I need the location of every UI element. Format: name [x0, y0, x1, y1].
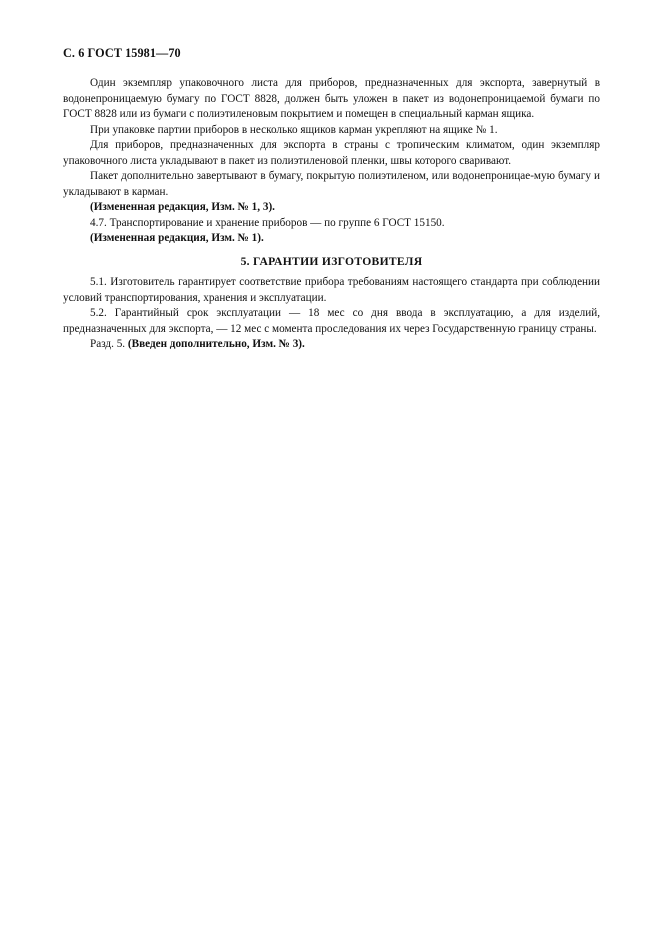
paragraph-4-7-transport: 4.7. Транспортирование и хранение приборов — по группе 6 ГОСТ 15150. [90, 216, 445, 229]
paragraph-packing-list: Один экземпляр упаковочного листа для приборов, предназначенных для экспорта, завернутый в водонепроницаемую бумагу по ГОСТ 8828, должен быть уложен в пакет из водонепроницаемой бумаги по ГОСТ 8828 или из бумаги с полиэтиленовым покрытием и помещен в специальный карман ящика. [63, 77, 600, 120]
paragraph-tropical-export: Для приборов, предназначенных для экспорта в страны с тропическим климатом, один экземпляр упаковочного листа укладывают в пакет из полиэтиленовой пленки, швы которого сваривают. [63, 139, 600, 167]
paragraph-5-1-warranty: 5.1. Изготовитель гарантирует соответствие прибора требованиям настоящего стандарта при соблюдении условий транспортирования, хранения и эксплуатации. [63, 276, 600, 304]
amendment-note-1-3: (Измененная редакция, Изм. № 1, 3). [90, 201, 275, 213]
paragraph-packet-wrap: Пакет дополнительно завертывают в бумагу, покрытую полиэтиленом, или водонепроницае-мую бумагу и укладывают в карман. [63, 170, 600, 198]
page-header: С. 6 ГОСТ 15981—70 [63, 46, 181, 60]
paragraph-pocket-box: При упаковке партии приборов в несколько ящиков карман укрепляют на ящике № 1. [90, 123, 498, 136]
section-5-note-prefix: Разд. 5. [90, 338, 126, 350]
amendment-note-1: (Измененная редакция, Изм. № 1). [90, 232, 264, 244]
section-5-note-bold: (Введен дополнительно, Изм. № 3). [127, 338, 305, 350]
section-5-note [63, 337, 600, 353]
document-body [63, 76, 600, 353]
paragraph-5-2-warranty-period: 5.2. Гарантийный срок эксплуатации — 18 мес со дня ввода в эксплуатацию, а для изделий, предназначенных для экспорта, — 12 мес с момента проследования их через Государственную границу страны. [63, 307, 600, 335]
section-5-title: 5. ГАРАНТИИ ИЗГОТОВИТЕЛЯ [240, 254, 423, 268]
